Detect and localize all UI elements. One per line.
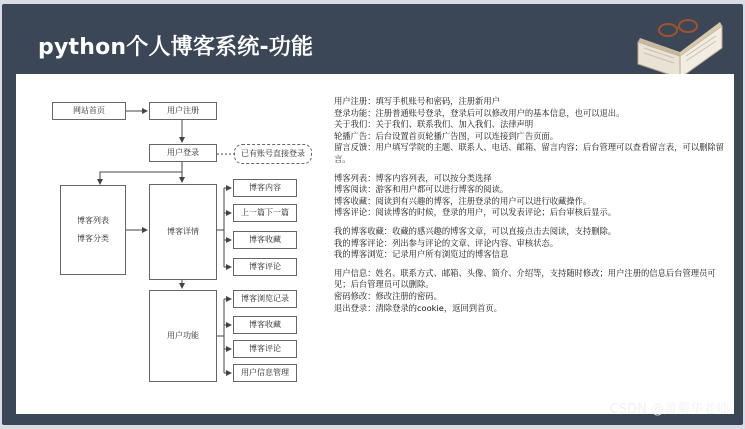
desc-line: 用户信息：姓名、联系方式、邮箱、头像、简介、介绍等，支持随时修改；用户注册的信息后台管理员可见；后台管理员可以删除。 bbox=[334, 267, 716, 290]
node-register: 用户注册 bbox=[149, 102, 217, 120]
desc-group-user bbox=[334, 268, 724, 314]
page-title: python个人博客系统-功能 bbox=[38, 35, 314, 60]
node-blog-list-category bbox=[60, 185, 126, 275]
desc-line: 我的博客评论：列出参与评论的文章、评论内容、审核状态。 bbox=[334, 237, 559, 248]
watermark: CSDN @黄菊华老师 bbox=[609, 402, 729, 417]
open-book-icon bbox=[630, 12, 730, 82]
desc-line: 博客收藏：阅读到有兴趣的博客，注册登录的用户可以进行收藏操作。 bbox=[334, 195, 592, 206]
user-item-history: 博客浏览记录 bbox=[233, 290, 297, 308]
desc-line: 关于我们：关于我们、联系我们、加入我们、法律声明 bbox=[334, 119, 534, 130]
desc-line: 密码修改：修改注册的密码。 bbox=[334, 290, 442, 301]
desc-line: 轮播广告：后台设置首页轮播广告图，可以连接到广告页面。 bbox=[334, 130, 559, 141]
content-area bbox=[16, 74, 734, 414]
node-user-function: 用户功能 bbox=[149, 290, 217, 382]
node-home: 网站首页 bbox=[52, 102, 126, 120]
slide-frame bbox=[2, 4, 743, 425]
desc-line: 我的博客浏览：记录用户所有浏览过的博客信息 bbox=[334, 249, 509, 260]
desc-group-basic bbox=[334, 96, 724, 166]
desc-line: 我的博客收藏：收藏的感兴趣的博客文章，可以直接点击去阅读，支持删除。 bbox=[334, 225, 617, 236]
desc-line: 博客评论：阅读博客的时候，登录的用户，可以发表评论；后台审核后显示。 bbox=[334, 207, 617, 218]
desc-line: 留言反馈：用户填写学院的主题、联系人、电话、邮箱、留言内容；后台管理可以查看留言表，可以删除留言。 bbox=[334, 142, 724, 164]
user-item-favorite: 博客收藏 bbox=[233, 316, 297, 334]
detail-item-prev-next: 上一篇下一篇 bbox=[233, 204, 297, 222]
node-login: 用户登录 bbox=[149, 144, 217, 162]
desc-line: 博客阅读：游客和用户都可以进行博客的阅读。 bbox=[334, 184, 509, 195]
desc-group-blog bbox=[334, 173, 724, 219]
blog-list-label: 博客列表 bbox=[77, 216, 109, 225]
desc-group-my bbox=[334, 226, 724, 261]
detail-item-favorite: 博客收藏 bbox=[233, 231, 297, 249]
user-item-info-mgmt: 用户信息管理 bbox=[233, 364, 297, 382]
feature-descriptions bbox=[334, 96, 724, 321]
desc-line: 退出登录：清除登录的cookie，返回到首页。 bbox=[334, 302, 502, 313]
node-blog-detail: 博客详情 bbox=[149, 184, 217, 280]
node-has-account: 已有账号直接登录 bbox=[234, 144, 312, 164]
desc-line: 用户注册：填写手机账号和密码，注册新用户 bbox=[334, 96, 500, 106]
detail-item-content: 博客内容 bbox=[233, 179, 297, 197]
detail-item-comment: 博客评论 bbox=[233, 258, 297, 276]
desc-line: 登录功能：注册普通账号登录，登录后可以修改用户的基本信息，也可以退出。 bbox=[334, 107, 625, 118]
user-item-comment: 博客评论 bbox=[233, 340, 297, 358]
desc-line: 博客列表：博客内容列表，可以按分类选择 bbox=[334, 172, 492, 183]
blog-category-label: 博客分类 bbox=[77, 234, 109, 243]
